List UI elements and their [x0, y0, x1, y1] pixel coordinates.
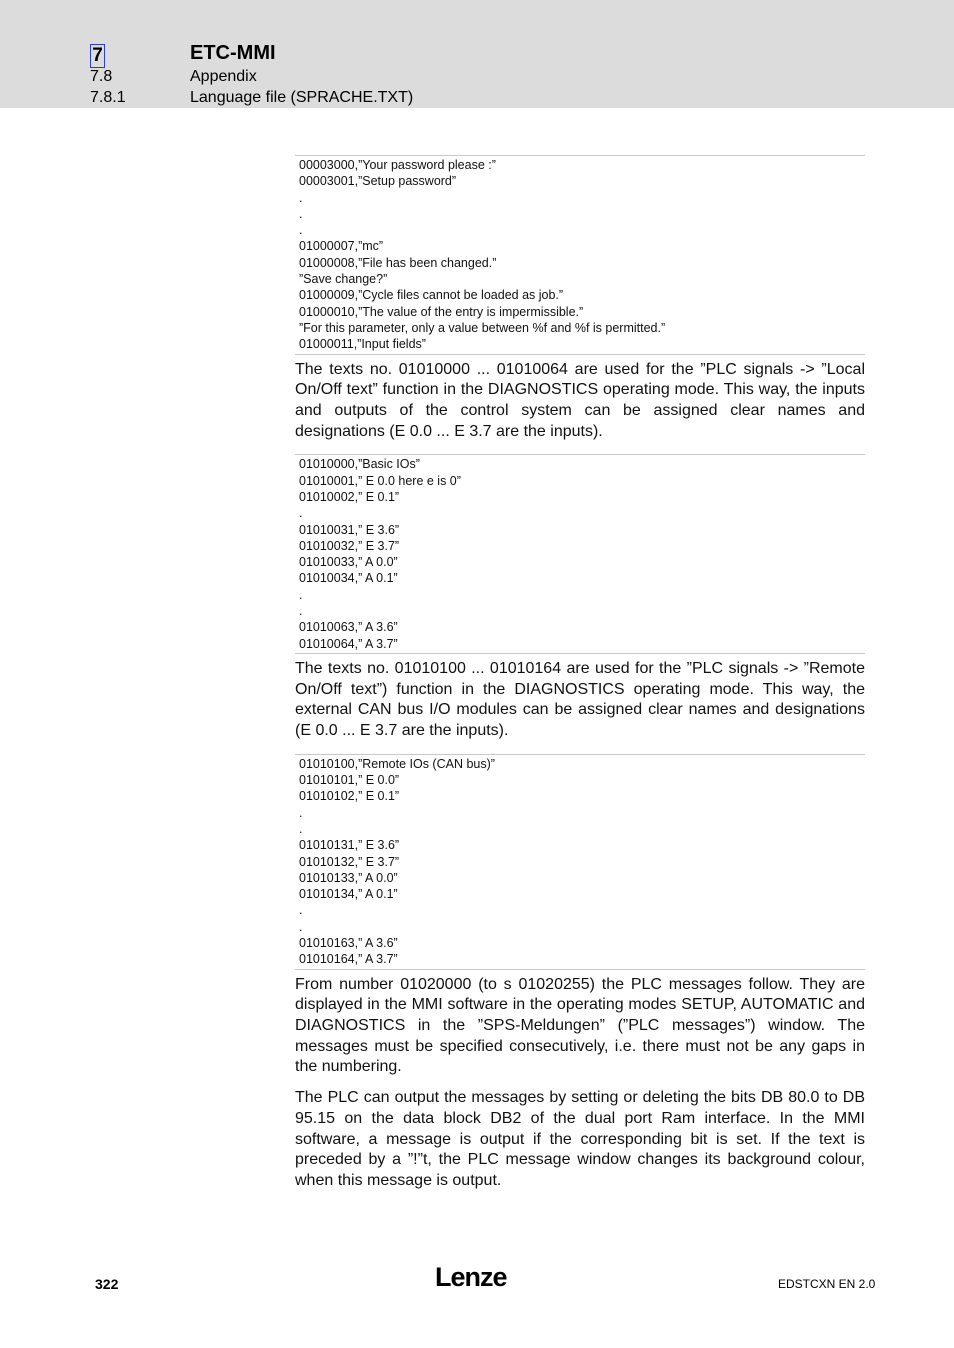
code-line: .	[299, 190, 303, 205]
subsection-title: Language file (SPRACHE.TXT)	[190, 89, 414, 106]
code-line: 01010100,”Remote IOs (CAN bus)”	[299, 756, 495, 771]
code-line: 01010001,” E 0.0 here e is 0”	[299, 473, 461, 488]
code-line: .	[299, 821, 303, 836]
code-line: .	[299, 587, 303, 602]
code-line: 01010033,” A 0.0”	[299, 555, 398, 570]
code-line: 00003001,”Setup password”	[299, 174, 457, 189]
section-number: 7.8	[90, 68, 113, 85]
page-number: 322	[95, 1276, 119, 1292]
code-line: 01010002,” E 0.1”	[299, 489, 400, 504]
code-line: .	[299, 506, 303, 521]
code-line: .	[299, 919, 303, 934]
code-line: 01010132,” E 3.7”	[299, 854, 400, 869]
code-line: 01010163,” A 3.6”	[299, 936, 398, 951]
code-line: ”For this parameter, only a value between %f and %f is permitted.”	[299, 320, 666, 335]
code-line: .	[299, 805, 303, 820]
code-listing	[295, 155, 865, 355]
code-listing	[295, 454, 865, 654]
code-line: 01000011,”Input fields”	[299, 337, 426, 352]
code-line: 01010034,” A 0.1”	[299, 571, 398, 586]
code-line: .	[299, 206, 303, 221]
code-line: 01000010,”The value of the entry is impermissible.”	[299, 304, 584, 319]
chapter-title: ETC-MMI	[190, 42, 276, 64]
code-line: 01010000,”Basic IOs”	[299, 457, 420, 472]
code-line: 01010164,” A 3.7”	[299, 952, 398, 967]
code-line: 01010102,” E 0.1”	[299, 789, 400, 804]
body-paragraph: The texts no. 01010000 ... 01010064 are used for the ”PLC signals -> ”Local On/Off text” function in the DIAGNOSTICS operating mode. This way, the inputs and outputs of the control system can be assigned clear names and designations (E 0.0 ... E 3.7 are the inputs).	[295, 360, 865, 440]
code-line: .	[299, 903, 303, 918]
chapter-number[interactable]: 7	[90, 44, 105, 68]
code-line: 01010101,” E 0.0”	[299, 773, 400, 788]
code-line: 01010134,” A 0.1”	[299, 887, 398, 902]
code-line: 01000008,”File has been changed.”	[299, 255, 497, 270]
code-line: 00003000,”Your password please :”	[299, 158, 496, 172]
code-line: 01000007,”mc”	[299, 239, 384, 254]
page-content	[295, 155, 865, 1192]
section-title: Appendix	[190, 68, 257, 85]
code-line: 01010131,” E 3.6”	[299, 838, 400, 853]
subsection-number: 7.8.1	[90, 89, 126, 106]
lenze-logo: Lenze	[435, 1262, 507, 1292]
code-line: 01000009,”Cycle files cannot be loaded as job.”	[299, 288, 564, 303]
document-id: EDSTCXN EN 2.0	[778, 1277, 876, 1291]
code-listing	[295, 754, 865, 970]
body-paragraph: The texts no. 01010100 ... 01010164 are used for the ”PLC signals -> ”Remote On/Off text”) function in the DIAGNOSTICS operating mode. This way, the external CAN bus I/O modules can be assigned clear names and designations (E 0.0 ... E 3.7 are the inputs).	[295, 659, 865, 740]
body-paragraph: The PLC can output the messages by setting or deleting the bits DB 80.0 to DB 95.15 on the data block DB2 of the dual port Ram interface. In the MMI software, a message is output if the corresponding bit is set. If the text is preceded by a ”!”t, the PLC message window changes its background colour, when this message is output.	[295, 1089, 865, 1189]
code-line: 01010063,” A 3.6”	[299, 620, 398, 635]
code-line: 01010133,” A 0.0”	[299, 870, 398, 885]
body-paragraph: From number 01020000 (to s 01020255) the PLC messages follow. They are displayed in the MMI software in the operating modes SETUP, AUTOMATIC and DIAGNOSTICS in the ”SPS-Meldungen” (”PLC messages”) window. The messages must be specified consecutively, i.e. there must not be any gaps in the numbering.	[295, 975, 865, 1076]
code-line: 01010064,” A 3.7”	[299, 636, 398, 651]
code-line: 01010032,” E 3.7”	[299, 538, 400, 553]
code-line: 01010031,” E 3.6”	[299, 522, 400, 537]
page-header	[0, 0, 954, 108]
code-line: .	[299, 223, 303, 238]
code-line: ”Save change?”	[299, 272, 388, 287]
code-line: .	[299, 604, 303, 619]
